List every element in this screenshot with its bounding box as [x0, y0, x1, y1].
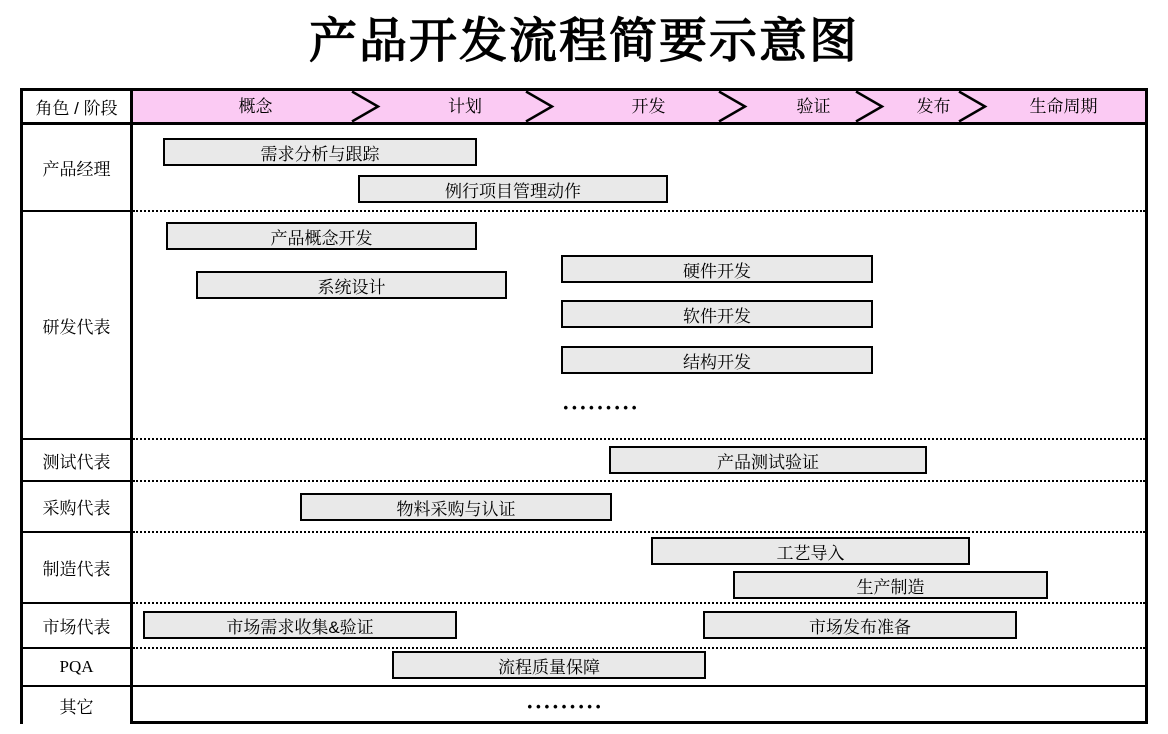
- role-cell: 采购代表: [23, 480, 133, 531]
- task-bar: 产品测试验证: [609, 446, 927, 474]
- task-bar: 生产制造: [733, 571, 1048, 599]
- phase-label: 开发: [631, 97, 666, 116]
- task-bar: 产品概念开发: [166, 222, 477, 250]
- ellipsis-dots: •••••••••: [563, 400, 641, 415]
- page-title: 产品开发流程简要示意图: [308, 15, 859, 68]
- phase-label: 发布: [916, 97, 951, 116]
- phase-label: 生命周期: [1029, 97, 1098, 116]
- role-cell: 测试代表: [23, 438, 133, 480]
- task-bar: 物料采购与认证: [300, 493, 612, 521]
- task-bar: 硬件开发: [561, 255, 873, 283]
- phase-label: 计划: [448, 97, 482, 116]
- ellipsis-dots: •••••••••: [527, 699, 605, 714]
- task-bar: 例行项目管理动作: [358, 175, 668, 203]
- role-row: [23, 438, 1145, 480]
- task-bar: 结构开发: [561, 346, 873, 374]
- process-table: [20, 88, 1148, 724]
- task-bar: 系统设计: [196, 271, 507, 299]
- task-bar: 需求分析与跟踪: [163, 138, 477, 166]
- task-bar: 流程质量保障: [392, 651, 706, 679]
- role-cell: 制造代表: [23, 531, 133, 602]
- task-bar: 市场发布准备: [703, 611, 1017, 639]
- corner-cell: 角色 / 阶段: [23, 91, 133, 122]
- role-cell: 产品经理: [23, 125, 133, 210]
- phase-band: [133, 91, 1145, 122]
- role-cell: 研发代表: [23, 210, 133, 438]
- phase-label: 验证: [796, 97, 831, 116]
- role-lane: [133, 480, 1145, 531]
- task-bar: 市场需求收集&验证: [143, 611, 457, 639]
- role-cell: PQA: [23, 647, 133, 685]
- phase-label: 概念: [238, 97, 273, 116]
- role-cell: 其它: [23, 685, 133, 724]
- table-body: [23, 125, 1145, 724]
- role-cell: 市场代表: [23, 602, 133, 647]
- task-bar: 工艺导入: [651, 537, 970, 565]
- header-row: [23, 91, 1145, 125]
- task-bar: 软件开发: [561, 300, 873, 328]
